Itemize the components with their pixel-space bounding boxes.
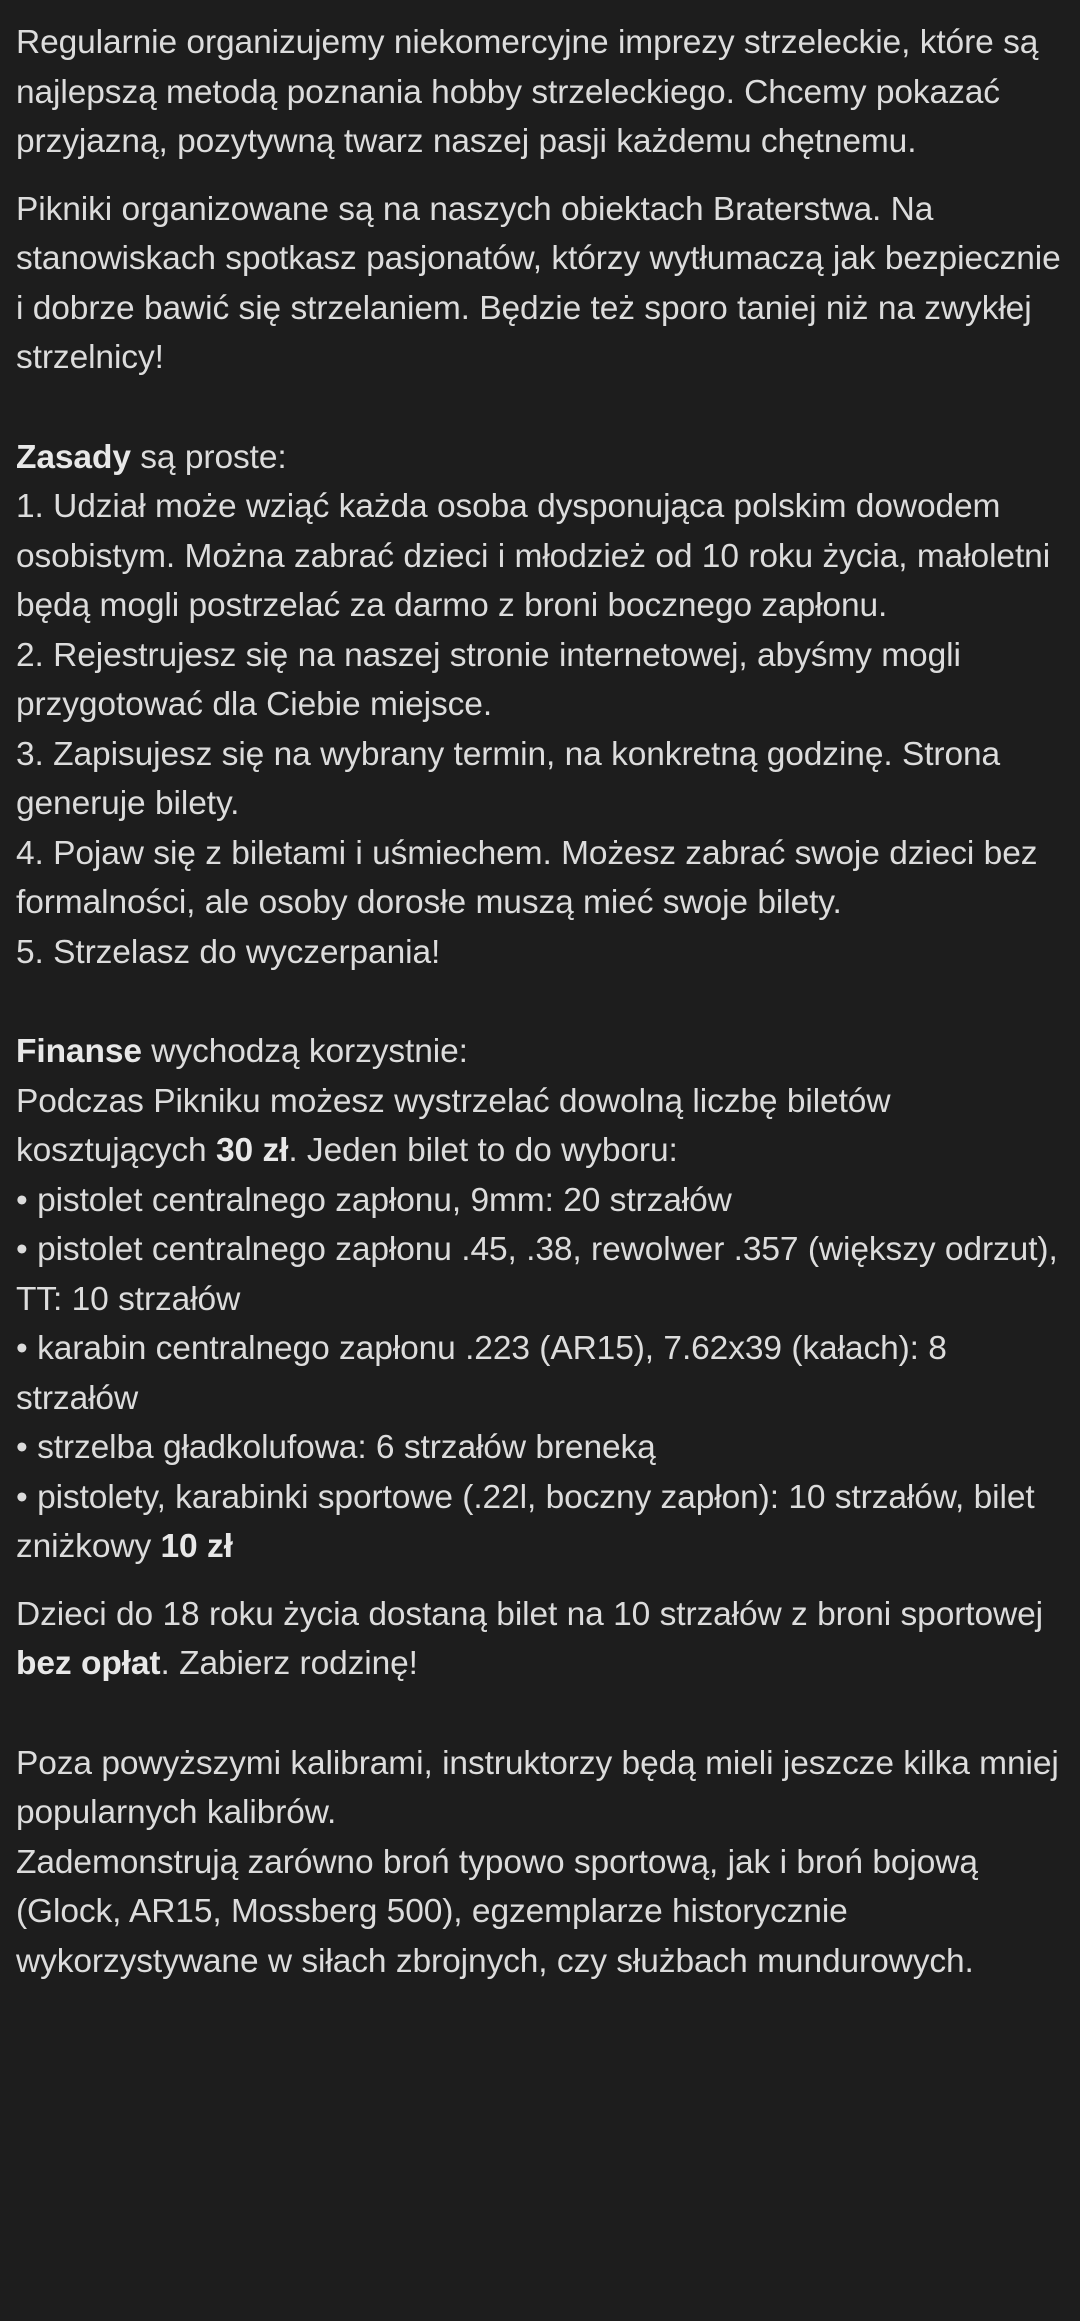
- caliber-option-1: [16, 1176, 1064, 1226]
- finance-heading: [16, 1027, 1064, 1077]
- rule-item-5: 5. Strzelasz do wyczerpania!: [16, 933, 441, 971]
- rule-item-4: 4. Pojaw się z biletami i uśmiechem. Możesz zabrać swoje dzieci bez formalności, ale osoby dorosłe muszą mieć swoje bilety.: [16, 834, 1038, 921]
- caliber-option-1-text: pistolet centralnego zapłonu, 9mm: 20 strzałów: [37, 1181, 732, 1219]
- outro-paragraph-2: Zademonstrują zarówno broń typowo sportową, jak i broń bojową (Glock, AR15, Mossberg 500), egzemplarze historycznie wykorzystywane w siłach zbrojnych, czy służbach mundurowych.: [16, 1843, 978, 1980]
- finance-heading-bold: Finanse: [16, 1033, 142, 1070]
- bullet-icon: •: [16, 1330, 28, 1367]
- ticket-price-value: 30 zł: [215, 1132, 289, 1169]
- caliber-option-3-text: karabin centralnego zapłonu .223 (AR15), 7.62x39 (kałach): 8 strzałów: [16, 1330, 947, 1417]
- caliber-option-5: [16, 1473, 1064, 1572]
- article-body: [16, 18, 1064, 1986]
- rules-heading-rest: są proste:: [130, 438, 287, 476]
- outro-paragraph-1: Poza powyższymi kalibrami, instruktorzy będą mieli jeszcze kilka mniej popularnych kalibrów.: [16, 1744, 1059, 1831]
- spacer-before-finance: [16, 977, 1064, 1027]
- children-free-badge: bez opłat: [16, 1645, 161, 1682]
- rule-item-1: 1. Udział może wziąć każda osoba dysponująca polskim dowodem osobistym. Można zabrać dzieci i młodzież od 10 roku życia, małoletni będą mogli postrzelać za darmo z broni bocznego zapłonu.: [16, 488, 1051, 624]
- caliber-option-4-text: strzelba gładkolufowa: 6 strzałów breneką: [37, 1429, 656, 1466]
- spacer-before-children: [16, 1572, 1064, 1590]
- children-free-note: [16, 1590, 1064, 1689]
- bullet-icon: •: [16, 1231, 28, 1268]
- rule-item-2: 2. Rejestrujesz się na naszej stronie internetowej, abyśmy mogli przygotować dla Ciebie miejsce.: [16, 636, 961, 723]
- bullet-icon: •: [16, 1429, 28, 1466]
- spacer-before-rules: [16, 383, 1064, 433]
- intro-paragraph-1: Regularnie organizujemy niekomercyjne imprezy strzeleckie, które są najlepszą metodą poznania hobby strzeleckiego. Chcemy pokazać przyjazną, pozytywną twarz naszej pasji każdemu chętnemu.: [16, 24, 1039, 160]
- finance-intro-after-price: . Jeden bilet to do wyboru:: [288, 1132, 678, 1169]
- children-note-before: Dzieci do 18 roku życia dostaną bilet na 10 strzałów z broni sportowej: [16, 1595, 1043, 1633]
- bullet-icon: •: [16, 1478, 28, 1516]
- spacer-intro: [16, 167, 1064, 185]
- rule-item-3: 3. Zapisujesz się na wybrany termin, na konkretną godzinę. Strona generuje bilety.: [16, 735, 1001, 822]
- rules-heading-bold: Zasady: [16, 438, 131, 476]
- finance-ticket-price-line: [16, 1077, 1064, 1176]
- caliber-option-4: [16, 1423, 1064, 1473]
- spacer-before-outro: [16, 1689, 1064, 1739]
- bullet-icon: •: [16, 1181, 28, 1219]
- caliber-option-2-text: pistolet centralnego zapłonu .45, .38, rewolwer .357 (większy odrzut), TT: 10 strzałów: [16, 1231, 1058, 1318]
- caliber-option-5-text: pistolety, karabinki sportowe (.22l, boczny zapłon): 10 strzałów, bilet zniżkowy: [16, 1478, 1035, 1565]
- intro-paragraph-2: Pikniki organizowane są na naszych obiektach Braterstwa. Na stanowiskach spotkasz pasjonatów, którzy wytłumaczą jak bezpiecznie i dobrze bawić się strzelaniem. Będzie też sporo taniej niż na zwykłej strzelnicy!: [16, 190, 1061, 376]
- children-note-after: . Zabierz rodzinę!: [160, 1645, 418, 1682]
- discount-price-value: 10 zł: [160, 1528, 233, 1565]
- caliber-options-list: [16, 1176, 1064, 1572]
- caliber-option-2: [16, 1225, 1064, 1324]
- finance-intro-before-price: Podczas Pikniku możesz wystrzelać dowolną liczbę biletów kosztujących: [16, 1082, 891, 1169]
- rules-heading: [16, 433, 1064, 483]
- finance-heading-rest: wychodzą korzystnie:: [141, 1033, 468, 1070]
- caliber-option-3: [16, 1324, 1064, 1423]
